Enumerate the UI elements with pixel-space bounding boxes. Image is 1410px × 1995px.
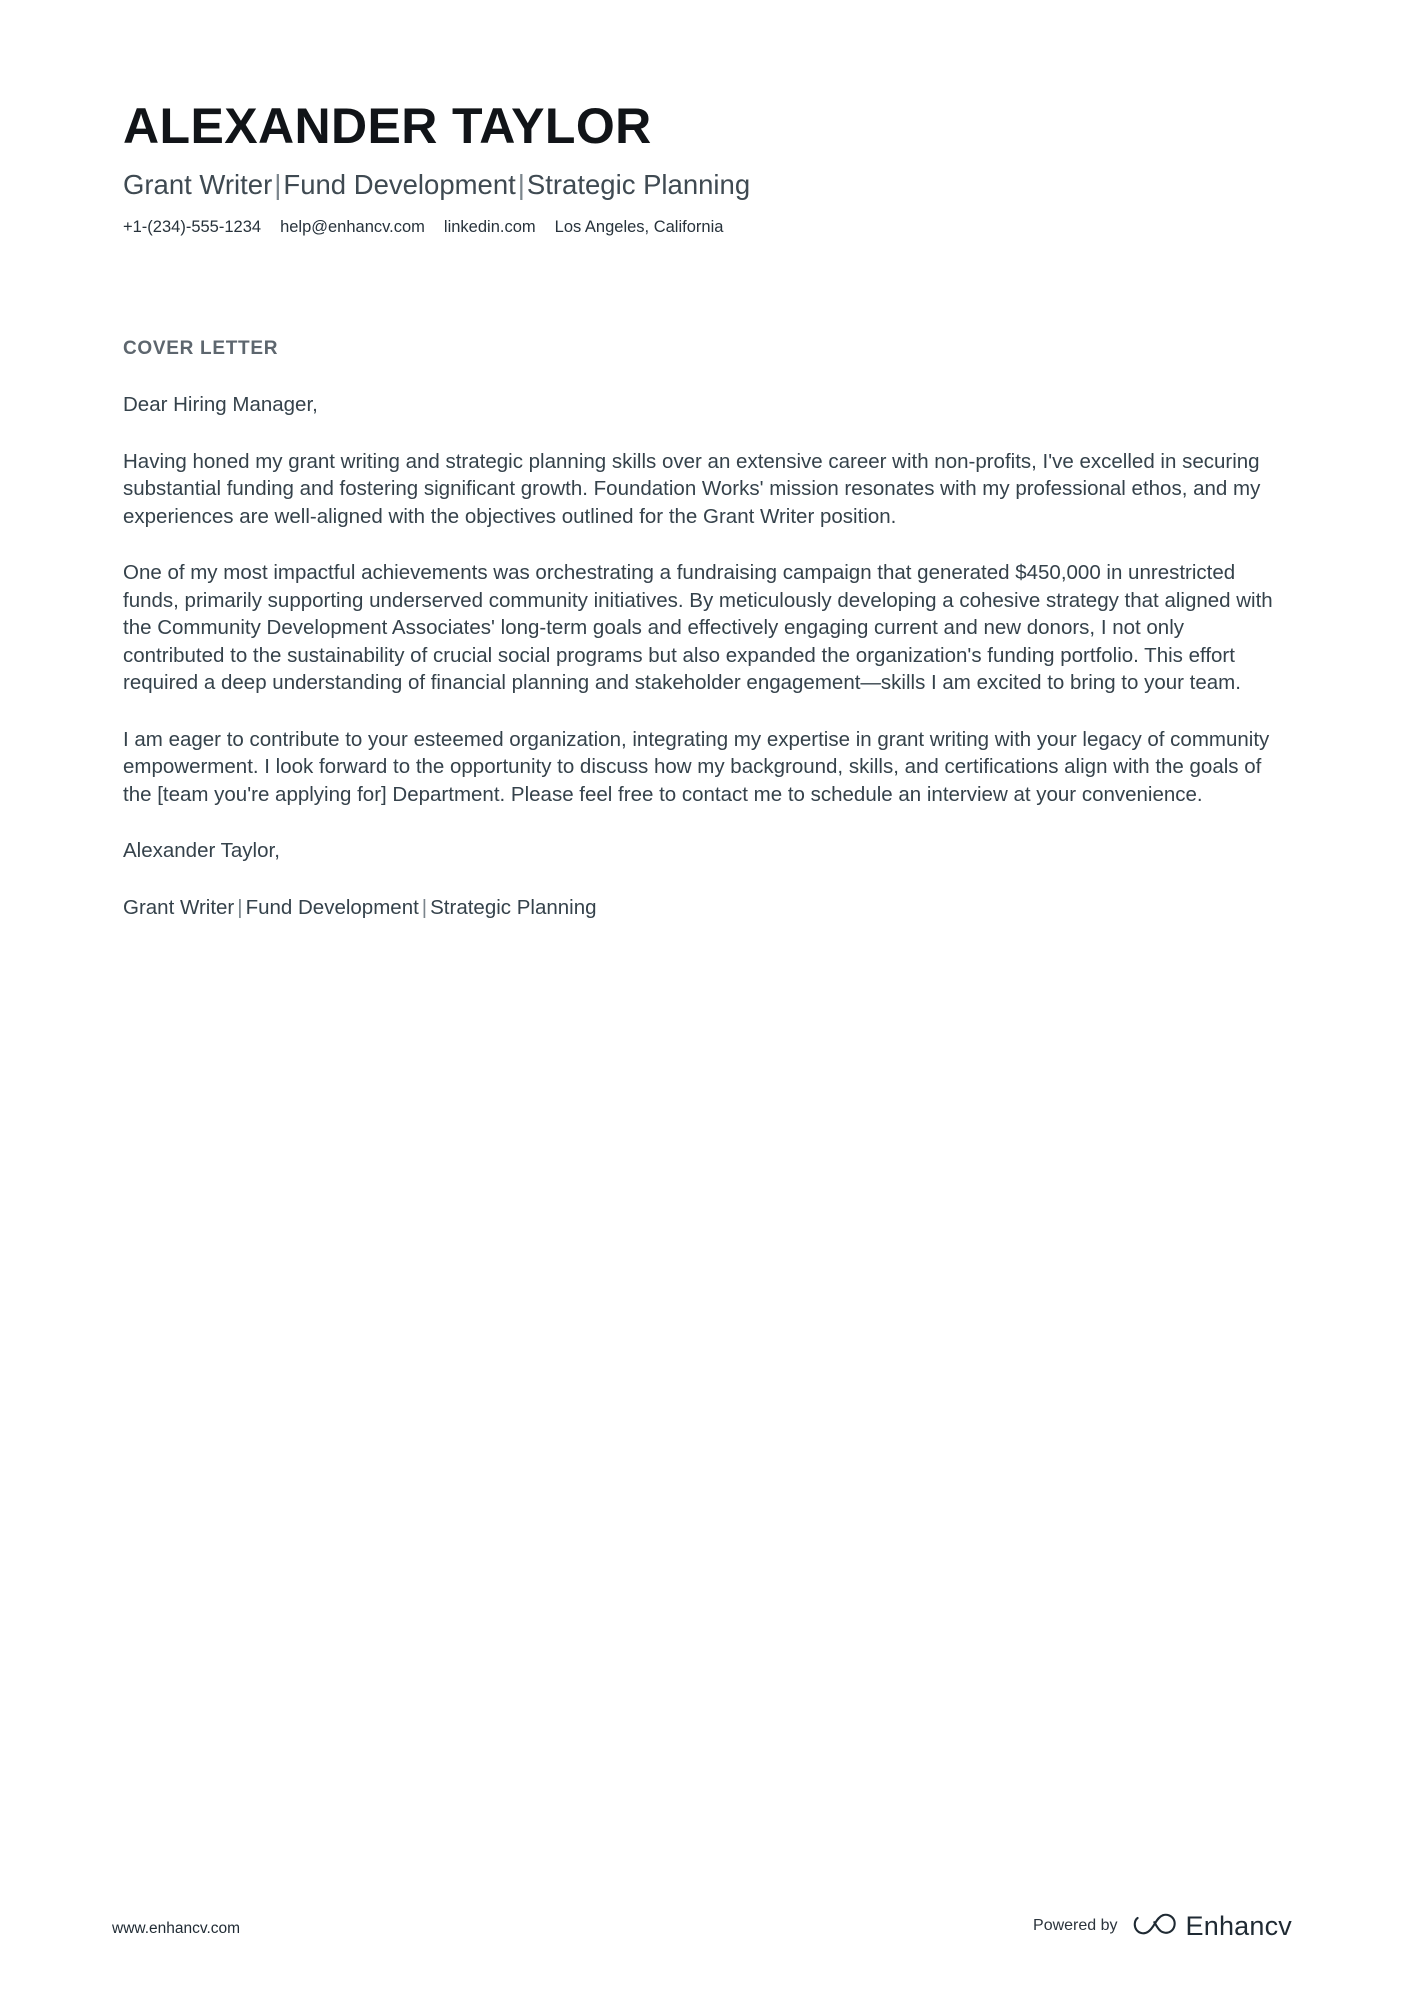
letter-paragraph: I am eager to contribute to your esteemed organization, integrating my expertise in grant writing with your legacy of community empowerment. I look forward to the opportunity to discuss how my background, skills, and certifications align with the goals of the [team you're applying for] Department. Please feel free to contact me to schedule an interview at your convenience.	[123, 727, 1270, 806]
enhancv-logo	[1133, 1911, 1292, 1941]
signature-title	[123, 894, 1281, 922]
signature-title-part-2: Fund Development	[245, 895, 419, 919]
signature-separator: |	[421, 895, 428, 919]
section-heading-cover-letter: COVER LETTER	[123, 338, 279, 359]
footer-branding	[1033, 1911, 1292, 1941]
signature-title-part-3: Strategic Planning	[430, 895, 597, 919]
letter-paragraph: One of my most impactful achievements was orchestrating a fundraising campaign that generated $450,000 in unrestricted funds, primarily supporting underserved community initiatives. By meticulously developing a cohesive strategy that aligned with the Community Development Associates' long-term goals and effectively engaging current and new donors, I not only contributed to the sustainability of crucial social programs but also expanded the organization's funding portfolio. This effort required a deep understanding of financial planning and stakeholder engagement—skills I am excited to bring to your team.	[123, 561, 1273, 694]
contact-phone: +1-(234)-555-1234	[123, 218, 262, 236]
contact-location: Los Angeles, California	[554, 218, 724, 236]
headline-part-2: Fund Development	[283, 169, 516, 200]
signature-separator: |	[237, 895, 243, 919]
footer-website-link[interactable]: www.enhancv.com	[112, 1920, 241, 1937]
letter-body	[123, 336, 1281, 921]
page-title: ALEXANDER TAYLOR	[123, 98, 652, 154]
professional-headline	[123, 165, 1293, 205]
letter-header	[123, 96, 1293, 239]
headline-separator: |	[274, 169, 282, 200]
contact-linkedin[interactable]: linkedin.com	[443, 218, 536, 236]
page-footer	[0, 1875, 1410, 1995]
signature-title-part-1: Grant Writer	[123, 895, 235, 919]
powered-by-label: Powered by	[1033, 1917, 1118, 1934]
headline-separator: |	[517, 169, 525, 200]
enhancv-infinity-icon	[1133, 1913, 1177, 1939]
letter-paragraph: Having honed my grant writing and strategic planning skills over an extensive career with non-profits, I've excelled in securing substantial funding and fostering significant growth. Foundation Works' mission resonates with my professional ethos, and my experiences are well-aligned with the objectives outlined for the Grant Writer position.	[123, 449, 1261, 528]
headline-part-1: Grant Writer	[123, 169, 273, 200]
enhancv-wordmark: Enhancv	[1185, 1911, 1292, 1941]
signature-name: Alexander Taylor,	[123, 839, 280, 862]
contact-details	[123, 215, 1293, 239]
contact-email[interactable]: help@enhancv.com	[280, 218, 425, 236]
salutation: Dear Hiring Manager,	[123, 393, 318, 416]
headline-part-3: Strategic Planning	[526, 169, 751, 200]
